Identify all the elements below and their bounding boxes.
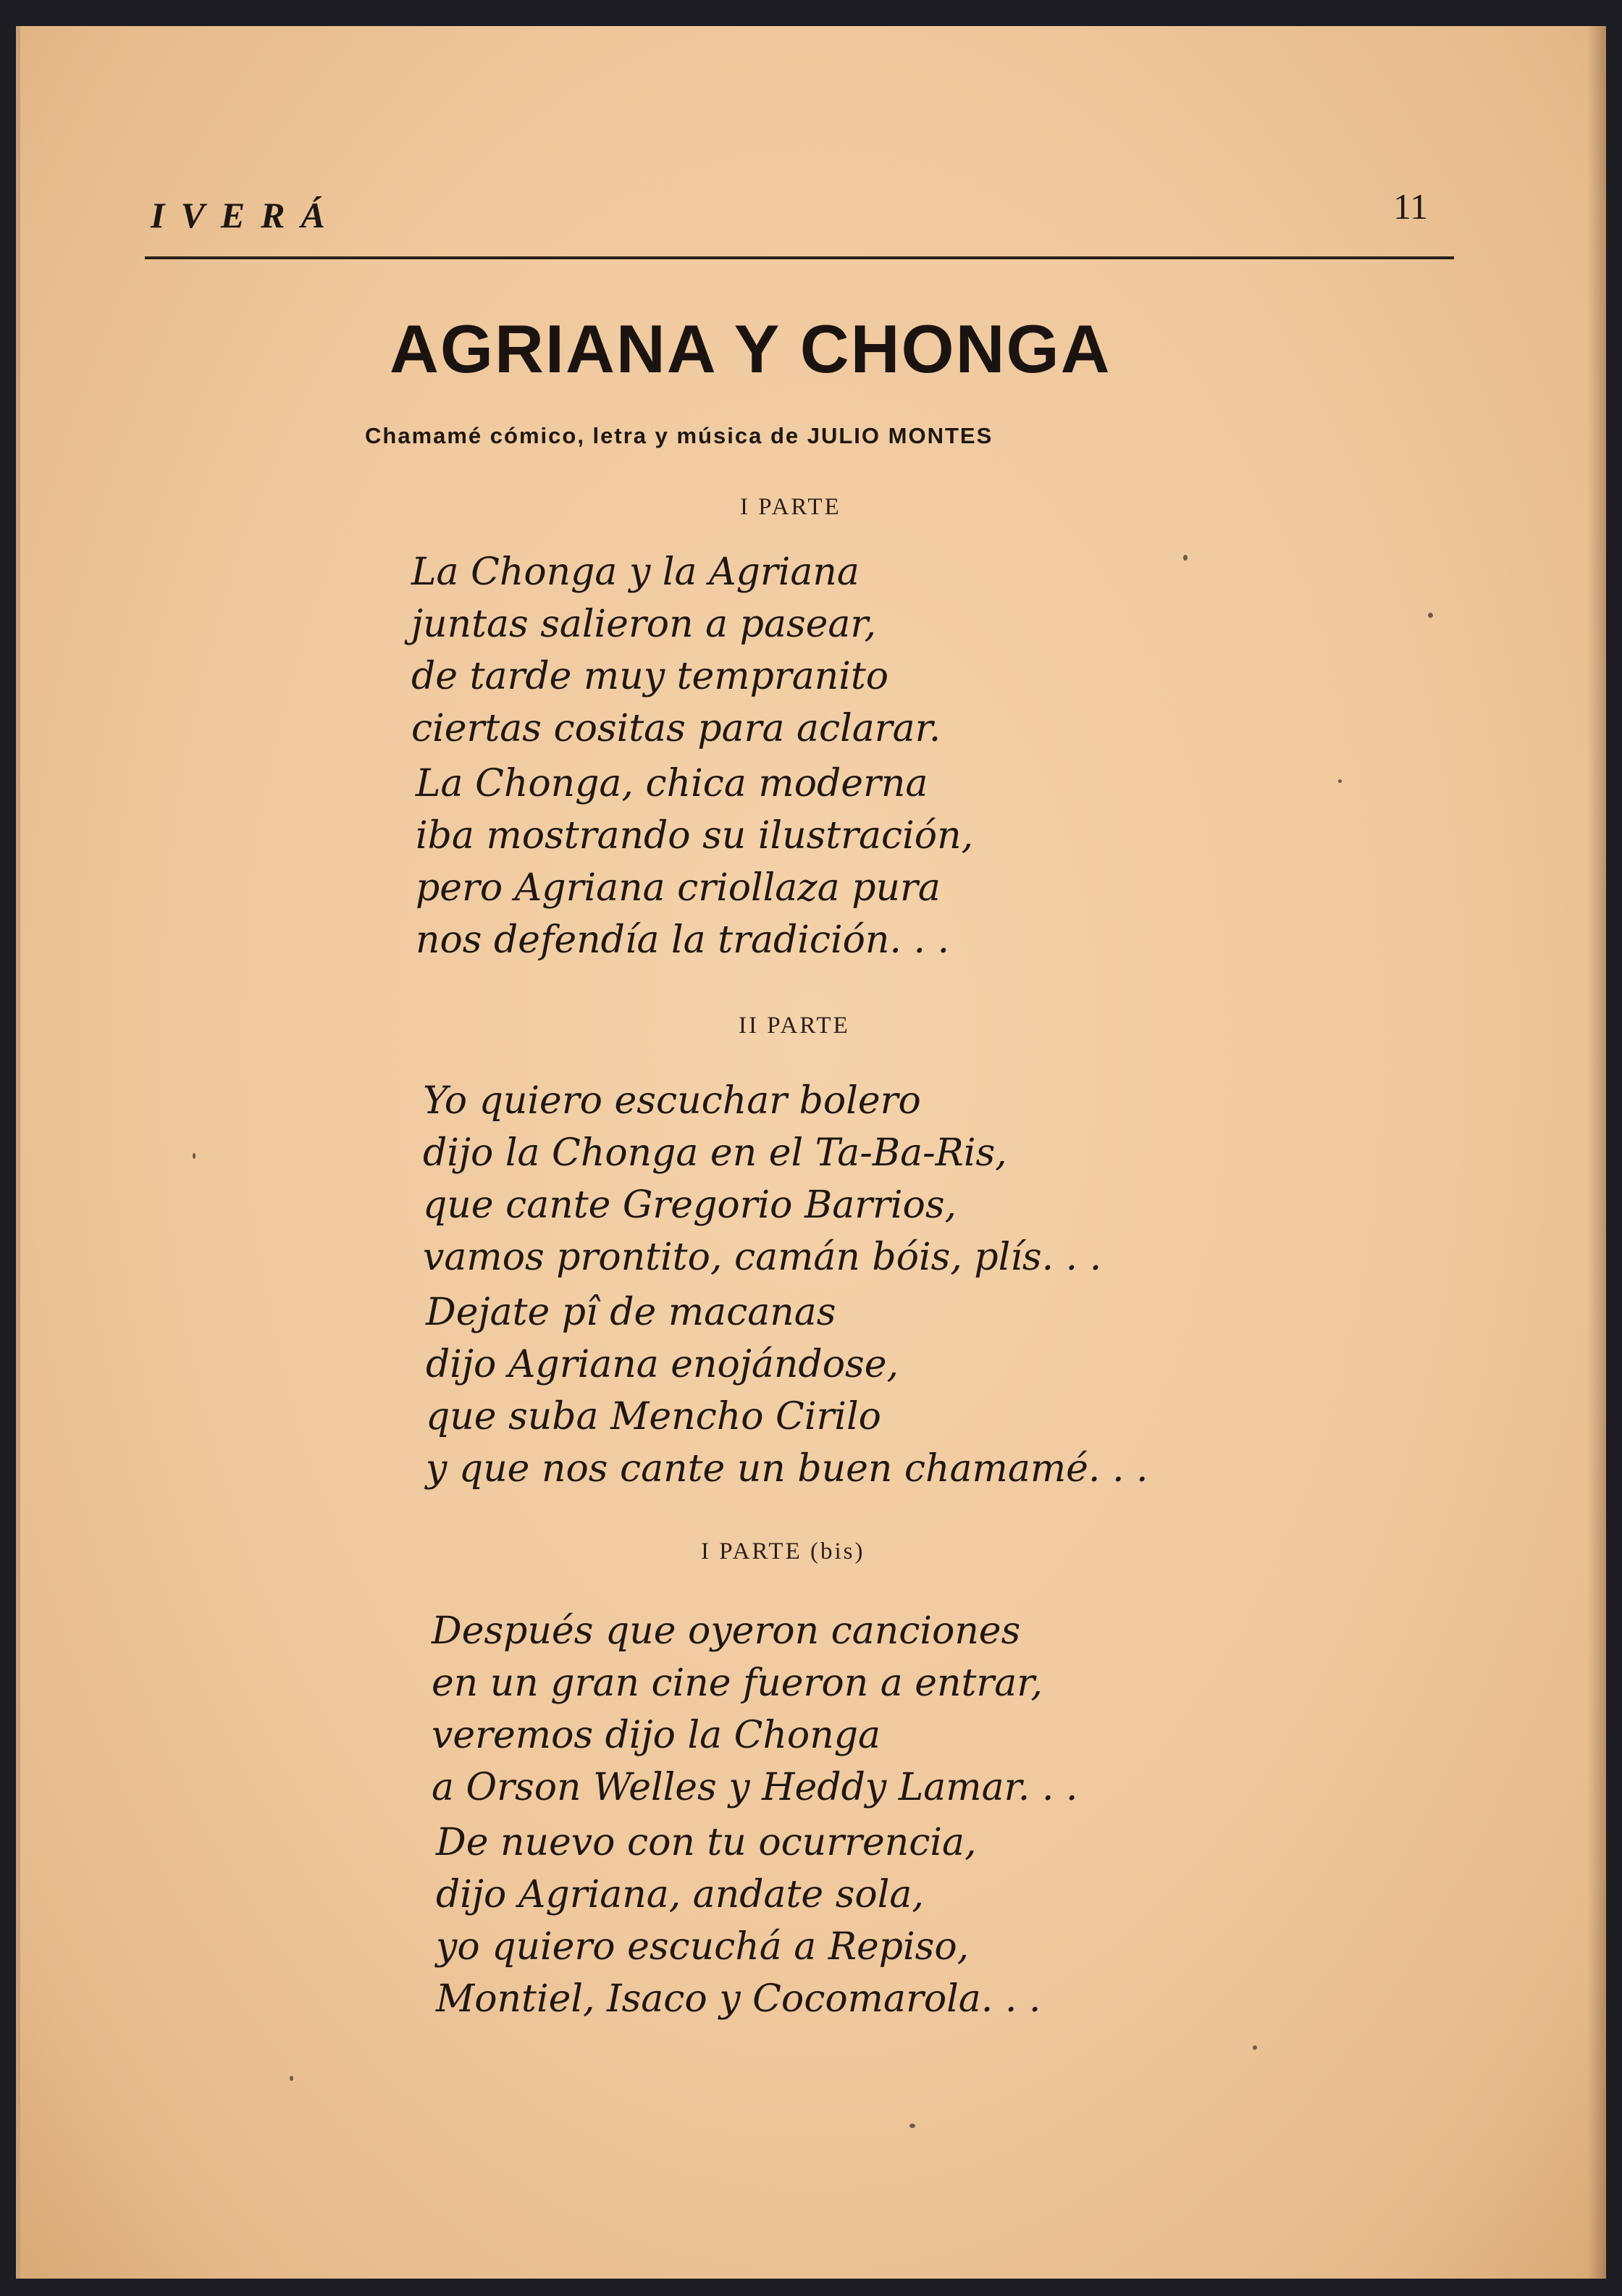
header-rule — [145, 256, 1454, 259]
verse-line: a Orson Welles y Heddy Lamar. . . — [432, 1766, 1078, 1809]
verse-line: juntas salieron a pasear, — [411, 603, 877, 646]
song-title: AGRIANA Y CHONGA — [390, 311, 1112, 387]
verse-line: Dejate pî de macanas — [426, 1291, 836, 1334]
stanza-1 — [411, 546, 941, 755]
stanza-6 — [436, 1817, 1041, 2025]
verse-line: iba mostrando su ilustración, — [416, 814, 974, 858]
verse-line: dijo la Chonga en el Ta-Ba-Ris, — [423, 1131, 1007, 1175]
stanza-4 — [426, 1286, 1148, 1495]
verse-line: dijo Agriana enojándose, — [426, 1343, 899, 1386]
verse-line: que suba Mencho Cirilo — [426, 1395, 881, 1438]
paper-speck — [909, 2124, 915, 2128]
verse-line: que cante Gregorio Barrios, — [423, 1183, 957, 1227]
verse-line: dijo Agriana, andate sola, — [436, 1873, 924, 1916]
verse-line: Yo quiero escuchar bolero — [423, 1079, 921, 1123]
paper-speck — [1338, 779, 1342, 783]
paper-speck — [290, 2076, 293, 2081]
song-subtitle: Chamamé cómico, letra y música de JULIO MONTES — [365, 423, 993, 448]
verse-line: pero Agriana criollaza pura — [416, 866, 941, 910]
verse-line: Montiel, Isaco y Cocomarola. . . — [436, 1977, 1041, 2021]
verse-line: Después que oyeron canciones — [432, 1609, 1021, 1653]
paper-speck — [1183, 555, 1188, 561]
magazine-page — [16, 26, 1606, 2279]
verse-line: de tarde muy tempranito — [411, 655, 889, 698]
verse-line: De nuevo con tu ocurrencia, — [436, 1821, 977, 1864]
verse-line: ciertas cositas para aclarar. — [411, 707, 941, 750]
paper-speck — [1428, 613, 1433, 618]
section-heading-3: I PARTE (bis) — [701, 1538, 865, 1564]
verse-line: La Chonga, chica moderna — [416, 762, 928, 805]
stanza-2 — [416, 758, 973, 966]
paper-speck — [193, 1153, 196, 1159]
stanza-5 — [432, 1605, 1077, 1814]
verse-line: yo quiero escuchá a Repiso, — [436, 1925, 970, 1969]
verse-line: y que nos cante un buen chamamé. . . — [426, 1447, 1148, 1491]
paper-speck — [1253, 2045, 1257, 2050]
verse-line: La Chonga y la Agriana — [411, 550, 860, 594]
section-heading-1: I PARTE — [740, 494, 841, 520]
verse-line: en un gran cine fueron a entrar, — [432, 1662, 1043, 1705]
verse-line: nos defendía la tradición. . . — [416, 918, 950, 962]
page-number: 11 — [1393, 186, 1429, 227]
running-header-publication: IVERÁ — [151, 195, 341, 235]
section-heading-2: II PARTE — [739, 1013, 850, 1039]
verse-line: vamos prontito, camán bóis, plís. . . — [423, 1236, 1102, 1279]
verse-line: veremos dijo la Chonga — [432, 1714, 881, 1757]
stanza-3 — [423, 1075, 1101, 1283]
